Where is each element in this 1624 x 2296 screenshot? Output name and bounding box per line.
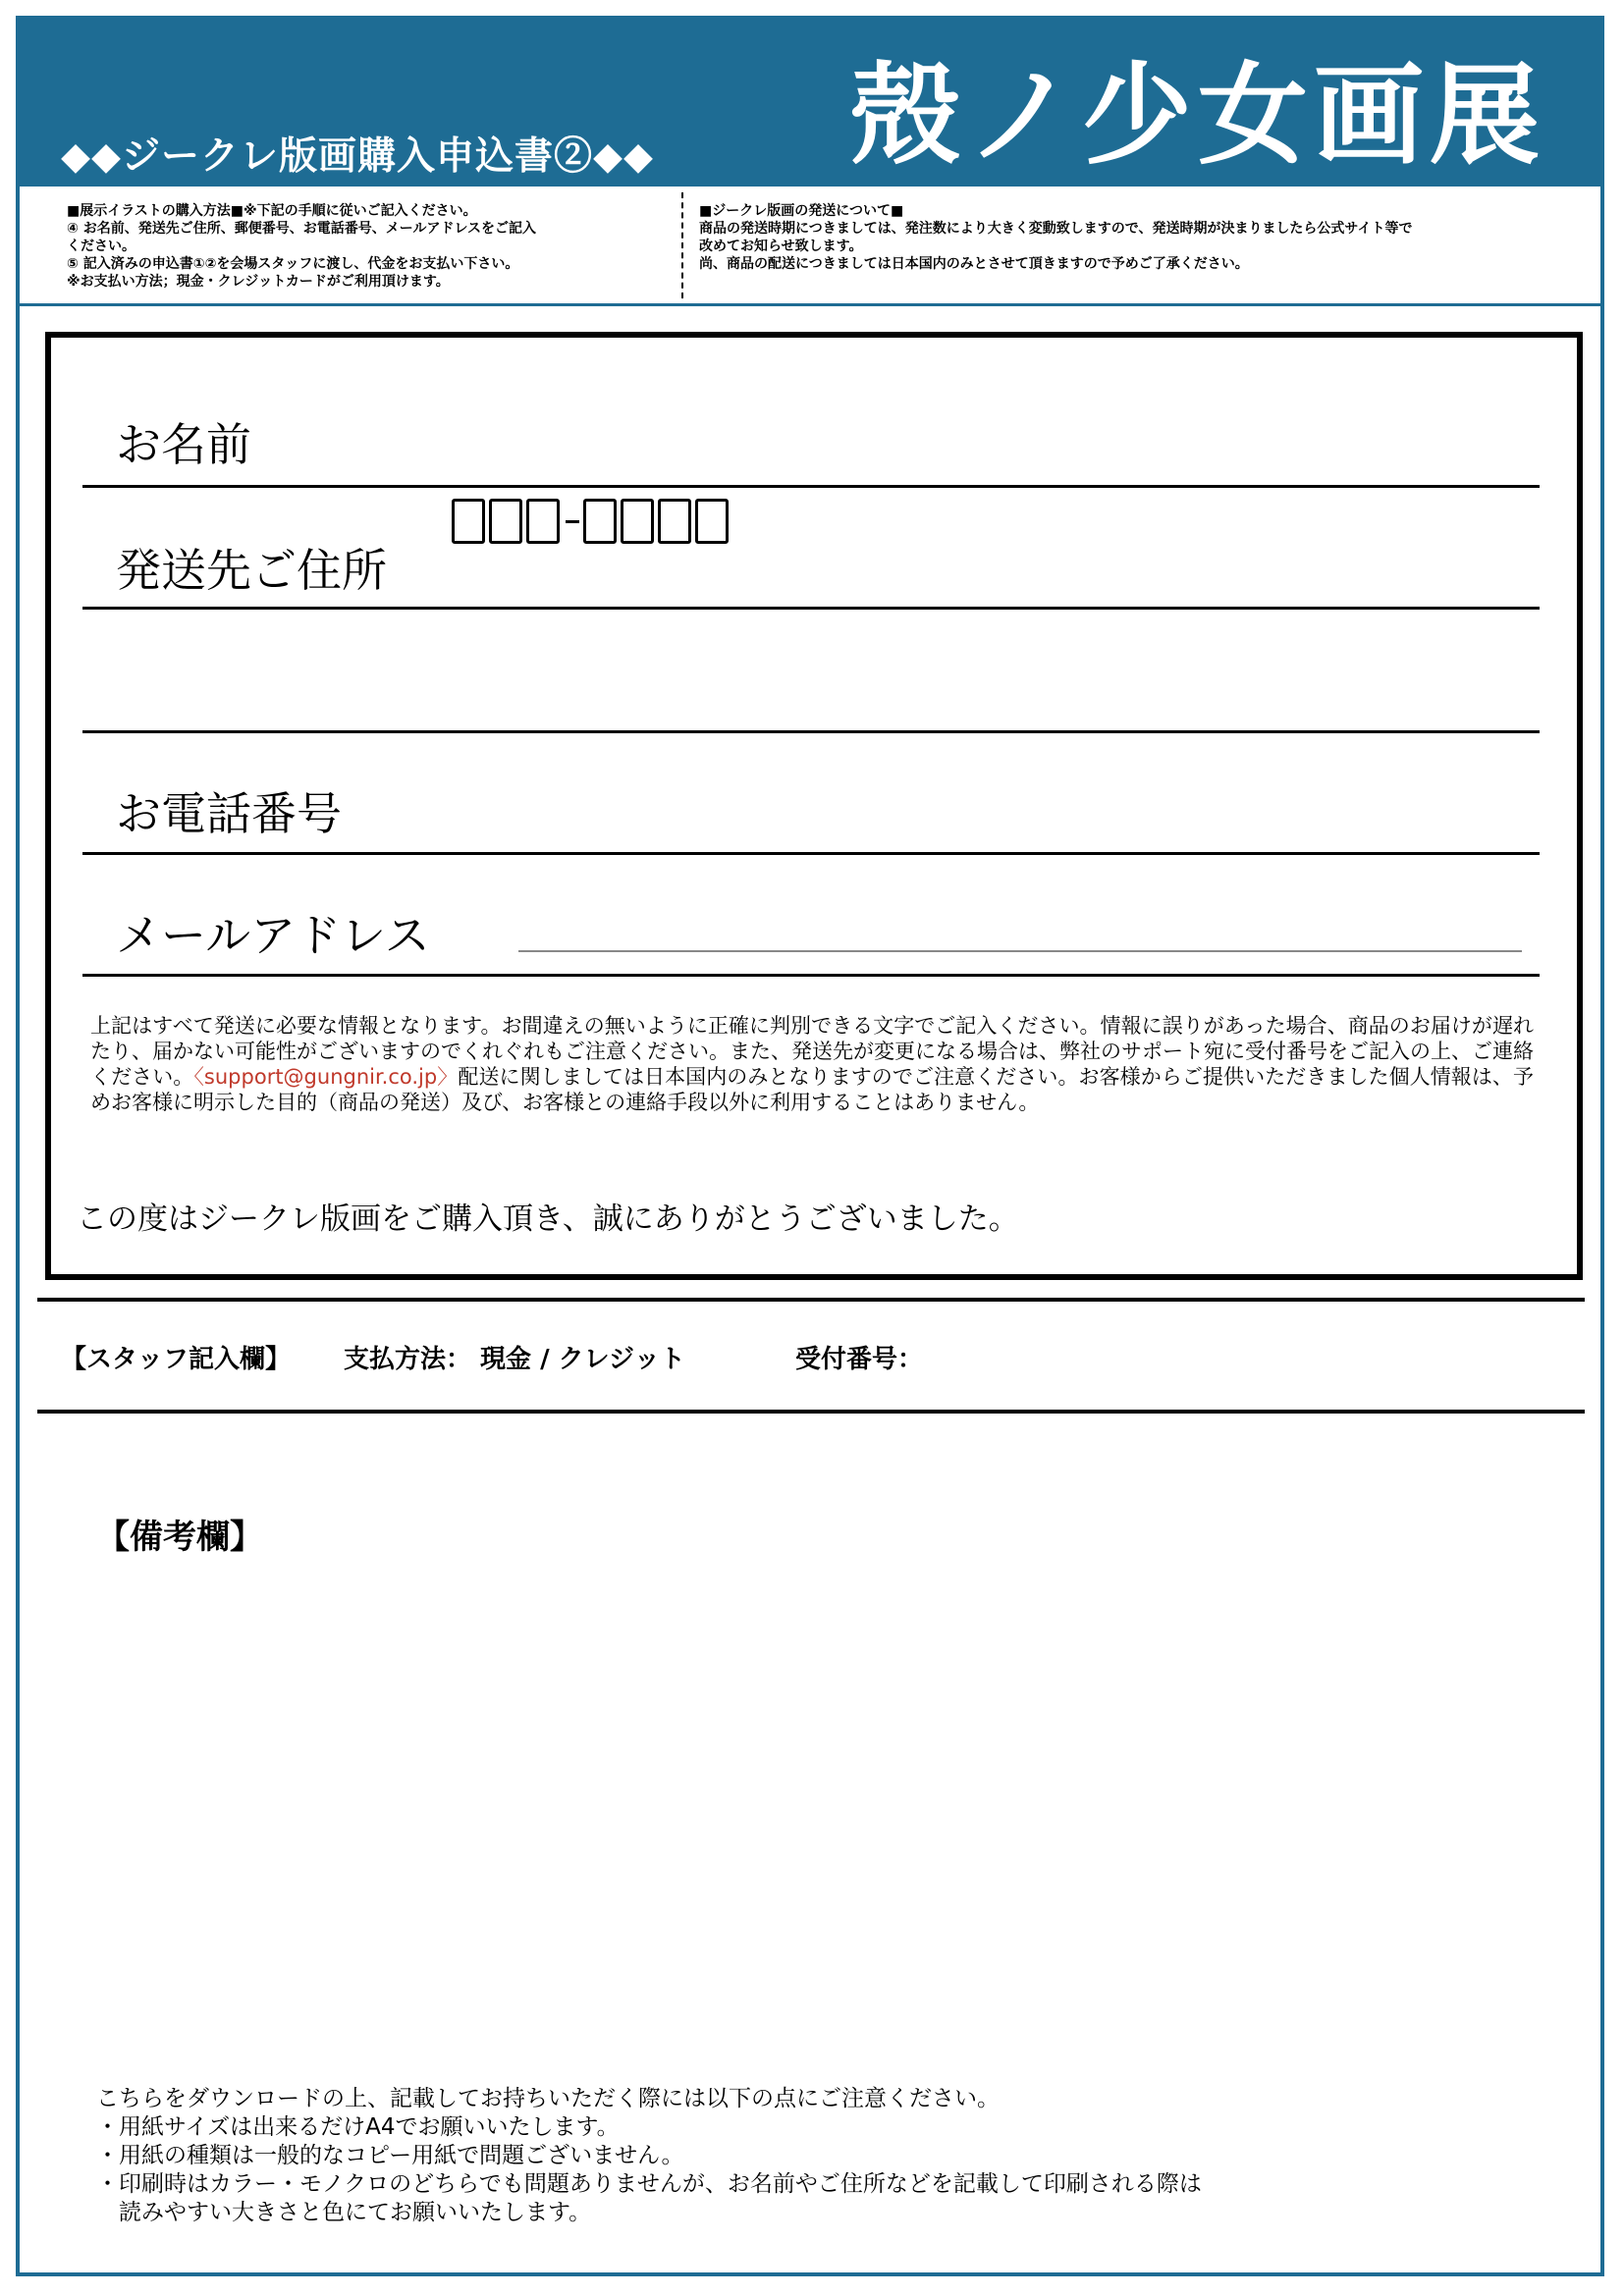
info-line: 商品の発送時期につきましては、発注数により大きく変動致しますので、発送時期が決まりましたら公式サイト等で: [699, 221, 1413, 237]
payment-method: 支払方法： 現金 / クレジット: [344, 1345, 686, 1374]
postal-dash: [566, 520, 579, 523]
staff-bottom-rule: [37, 1410, 1585, 1414]
remarks-label: 【備考欄】: [96, 1518, 263, 1557]
header-band: [20, 20, 1604, 187]
info-line: ※お支払い方法；現金・クレジットカードがご利用頂けます。: [67, 274, 450, 290]
info-band: [20, 187, 1604, 306]
staff-top-rule: [37, 1298, 1585, 1302]
info-divider: [681, 192, 683, 298]
notice-text-1: 上記はすべて発送に必要な情報となります。お間違えの無いように正確に判別できる文字でご記入ください。情報に誤りがあった場合、商品のお届けが遅れたり、届かない可能性がございますのでくれぐれもご注意ください。また、発送先が変更になる場合は、弊社のサポート宛に受付番号をご記入の上、ご連絡ください。: [90, 1014, 1534, 1089]
name-label: お名前: [116, 418, 251, 471]
phone-label: お電話番号: [116, 787, 342, 840]
privacy-notice: [90, 1013, 1534, 1115]
shipping-info: [699, 202, 1583, 273]
staff-section-label: 【スタッフ記入欄】: [61, 1345, 292, 1374]
note-line: 読みやすい大きさと色にてお願いいたします。: [96, 2200, 592, 2225]
postal-digit-box[interactable]: [583, 499, 617, 544]
postal-digit-box[interactable]: [695, 499, 729, 544]
download-notes: [96, 2085, 1202, 2227]
info-line: 改めてお知らせ致します。: [699, 239, 863, 254]
info-line: ④ お名前、発送先ご住所、郵便番号、お電話番号、メールアドレスをご記入: [67, 221, 537, 237]
note-line: ・用紙の種類は一般的なコピー用紙で問題ございません。: [96, 2143, 684, 2168]
email-label: メールアドレス: [116, 909, 430, 962]
name-field-line[interactable]: [82, 485, 1540, 488]
notice-text-2: 配送に関しましては日本国内のみとなりますのでご注意ください。お客様からご提供いただきました個人情報は、予めお客様に明示した目的（商品の発送）及び、お客様との連絡手段以外に利用することはありません。: [90, 1065, 1535, 1114]
postal-digit-box[interactable]: [621, 499, 654, 544]
support-email-link[interactable]: 〈support@gungnir.co.jp〉: [193, 1065, 459, 1089]
receipt-number-label: 受付番号：: [795, 1345, 924, 1374]
note-line: ・印刷時はカラー・モノクロのどちらでも問題ありませんが、お名前やご住所などを記載して印刷される際は: [96, 2171, 1202, 2197]
postal-digit-box[interactable]: [489, 499, 522, 544]
postal-digit-box[interactable]: [658, 499, 691, 544]
email-field-line[interactable]: [82, 974, 1540, 977]
info-line: ■ジークレ版画の発送について■: [699, 203, 904, 219]
note-line: ・用紙サイズは出来るだけA4でお願いいたします。: [96, 2114, 620, 2140]
info-line: ■展示イラストの購入方法■※下記の手順に従いご記入ください。: [67, 203, 477, 219]
form-subtitle: ◆◆ジークレ版画購入申込書②◆◆: [61, 133, 654, 179]
address-field-line-2[interactable]: [82, 730, 1540, 733]
email-inline-line: [518, 950, 1522, 952]
thanks-message: この度はジークレ版画をご購入頂き、誠にありがとうございました。: [77, 1201, 1019, 1237]
purchase-method-info: [67, 202, 666, 291]
exhibition-title: 殻ノ少女画展: [850, 51, 1545, 180]
info-line: ⑤ 記入済みの申込書①②を会場スタッフに渡し、代金をお支払い下さい。: [67, 256, 519, 272]
phone-field-line[interactable]: [82, 852, 1540, 855]
note-line: こちらをダウンロードの上、記載してお持ちいただく際には以下の点にご注意ください。: [96, 2086, 1000, 2111]
postal-digit-box[interactable]: [526, 499, 560, 544]
postal-code-boxes[interactable]: [452, 499, 732, 544]
postal-digit-box[interactable]: [452, 499, 485, 544]
address-field-line[interactable]: [82, 607, 1540, 610]
address-label: 発送先ご住所: [116, 544, 387, 597]
info-line: ください。: [67, 239, 135, 254]
info-line: 尚、商品の配送につきましては日本国内のみとさせて頂きますので予めご了承ください。: [699, 256, 1249, 272]
